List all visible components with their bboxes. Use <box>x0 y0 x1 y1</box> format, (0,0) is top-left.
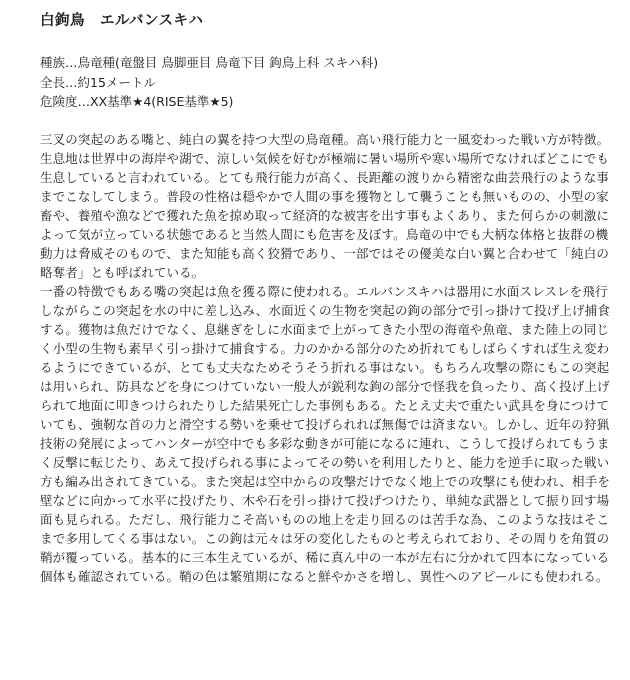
paragraph-overview: 三叉の突起のある嘴と、純白の翼を持つ大型の鳥竜種。高い飛行能力と一風変わった戦い方が特徴。 <box>40 131 610 147</box>
spec-danger-level: 危険度…XX基準★4(RISE基準★5) <box>40 94 234 109</box>
paragraph-habitat: 生息地は世界中の海岸や湖で、涼しい気候を好むが極端に暑い場所や寒い場所でなければどこにでも生息していると言われている。とても飛行能力が高く、長距離の渡りから精密な曲芸飛行のような事までこなしてしまう。普段の性格は穏やかで人間の事を獲物として襲うことも無いものの、小型の家畜や、養殖や漁などで獲れた魚を掠め取って経済的な被害を出す事もよくあり、また何らかの刺激によって気が立っている状態であると当然人間にも危害を及ぼす。鳥竜の中でも大柄な体格と抜群の機動力は脅威そのもので、また知能も高く狡猾であり、一部ではその優美な白い翼と合わせて「純白の略奪者」とも呼ばれている。 <box>40 150 610 280</box>
spec-species: 種族…鳥竜種(竜盤目 鳥脚亜目 鳥竜下目 鉤鳥上科 スキハ科) <box>40 55 379 70</box>
description-body <box>40 130 612 586</box>
article <box>40 10 612 586</box>
spec-length: 全長…約15メートル <box>40 74 156 90</box>
paragraph-beak-feature: 一番の特徴でもある嘴の突起は魚を獲る際に使われる。エルバンスキハは器用に水面スレスレを飛行しながらこの突起を水の中に差し込み、水面近くの生物を突起の鉤の部分で引っ掛けて投げ上げ捕食する。獲物は魚だけでなく、息継ぎをしに水面まで上がってきた小型の海竜や魚竜、また陸上の同じく小型の生物も素早く引っ掛けて捕食する。力のかかる部分のため折れてもしばらくすれば生え変わるようにできているが、とても丈夫なためそうそう折れる事はない。もちろん攻撃の際にもこの突起は用いられ、防具などを身につけていない一般人が鋭利な鉤の部分で怪我を負ったり、高く投げ上げられて地面に叩きつけられたりした結果死亡した事例もある。たとえ丈夫で重たい武具を身につけていても、強靭な首の力と滑空する勢いを乗せて投げられれば無傷では済まない。しかし、近年の狩猟技術の発展によってハンターが空中でも多彩な動きが可能になるに連れ、こうして投げられてもうまく反撃に転じたり、あえて投げられる事によってその勢いを利用したりと、能力を逆手に取った戦い方も編み出されてきている。また突起は空中からの攻撃だけでなく地上での攻撃にも使われ、相手を壁などに向かって水平に投げたり、木や石を引っ掛けて投げつけたり、単純な武器として振り回す場面も見られる。ただし、飛行能力こそ高いものの地上を走り回るのは苦手な為、このような技はそこまで多用してくる事はない。この鉤は元々は牙の変化したものと考えられており、その周りを角質の鞘が覆っている。基本的に三本生えているが、稀に真ん中の一本が左右に分かれて四本になっている個体も確認されている。鞘の色は繁殖期になると鮮やかさを増し、異性へのアピールにも使われる。 <box>40 283 611 584</box>
page-title: 白鉤鳥 エルバンスキハ <box>40 13 204 29</box>
spec-list <box>40 53 612 112</box>
